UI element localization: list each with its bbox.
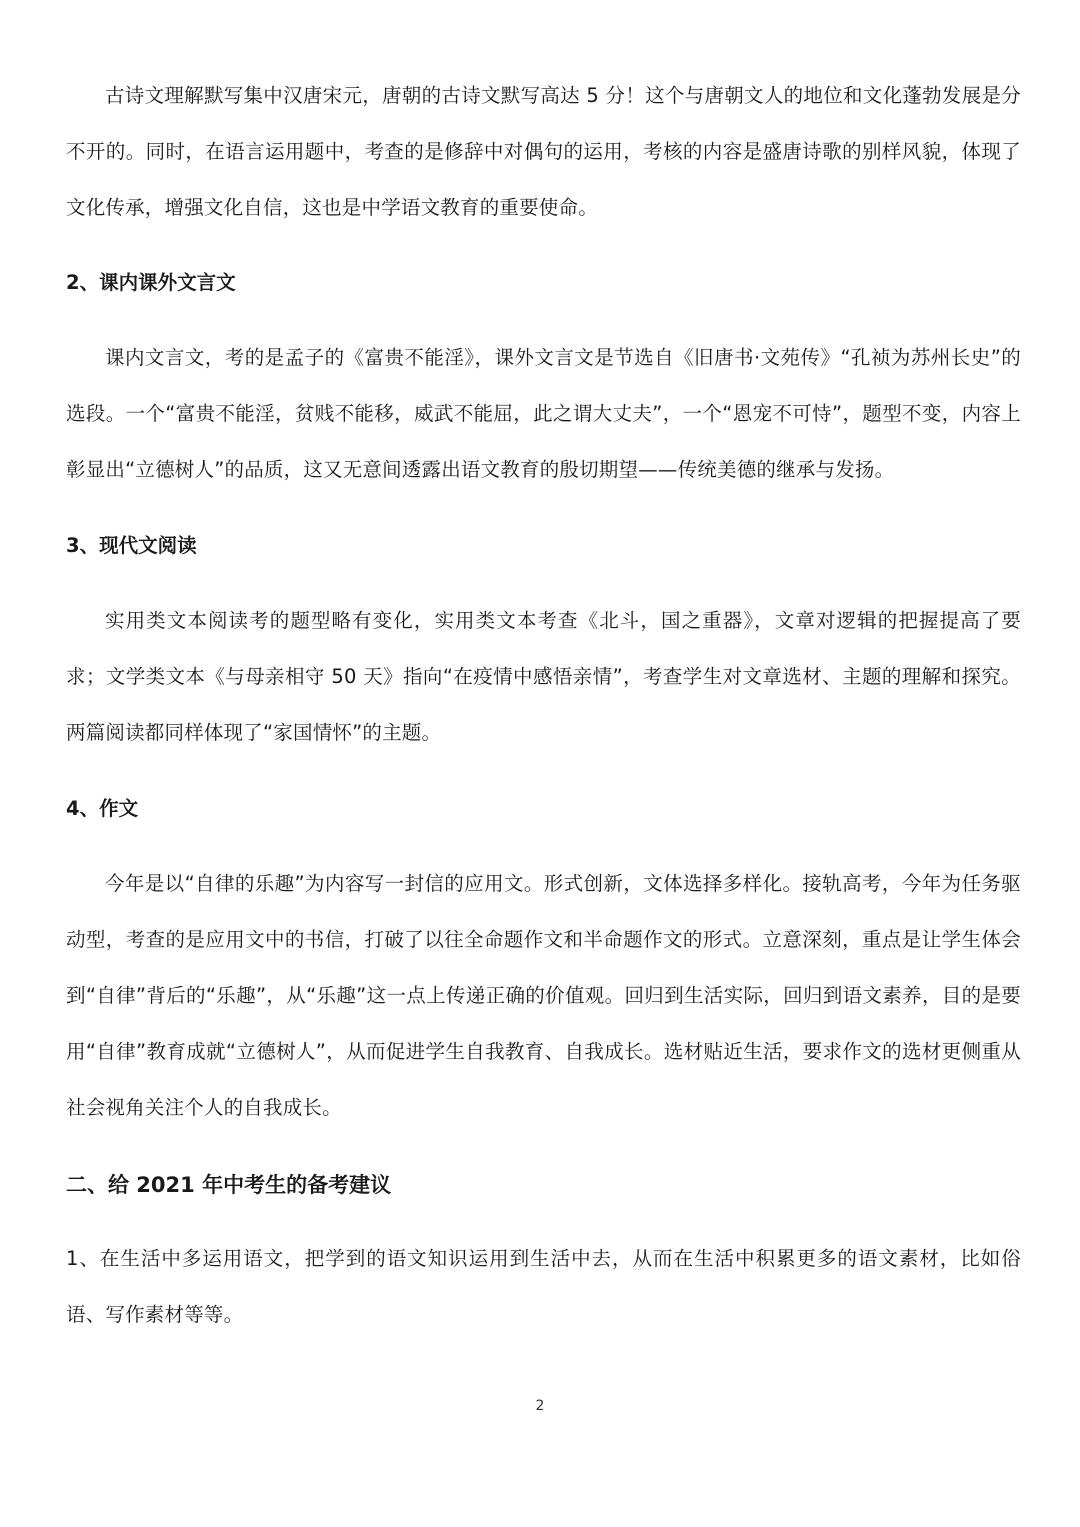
paragraph-ancient-poetry: 古诗文理解默写集中汉唐宋元，唐朝的古诗文默写高达 5 分！这个与唐朝文人的地位和文化蓬勃发展是分不开的。同时，在语言运用题中，考查的是修辞中对偶句的运用，考核的内容是盛唐诗歌的别样风貌，体现了文化传承，增强文化自信，这也是中学语文教育的重要使命。	[66, 84, 1021, 219]
paragraph-composition: 今年是以“自律的乐趣”为内容写一封信的应用文。形式创新，文体选择多样化。接轨高考，今年为任务驱动型，考查的是应用文中的书信，打破了以往全命题作文和半命题作文的形式。立意深刻，重点是让学生体会到“自律”背后的“乐趣”，从“乐趣”这一点上传递正确的价值观。回归到生活实际，回归到语文素养，目的是要用“自律”教育成就“立德树人”，从而促进学生自我教育、自我成长。选材贴近生活，要求作文的选材更侧重从社会视角关注个人的自我成长。	[66, 872, 1021, 1119]
heading-classical-chinese: 2、课内课外文言文	[66, 271, 236, 294]
heading-composition: 4、作文	[66, 797, 139, 820]
paragraph-modern-reading: 实用类文本阅读考的题型略有变化，实用类文本考查《北斗，国之重器》，文章对逻辑的把握提高了要求；文学类文本《与母亲相守 50 天》指向“在疫情中感悟亲情”，考查学生对文章选材、主题的理解和探究。两篇阅读都同样体现了“家国情怀”的主题。	[66, 609, 1021, 744]
paragraph-classical-chinese: 课内文言文，考的是孟子的《富贵不能淫》，课外文言文是节选自《旧唐书·文苑传》“孔祯为苏州长史”的选段。一个“富贵不能淫，贫贱不能移，威武不能屈，此之谓大丈夫”，一个“恩宠不可恃”，题型不变，内容上彰显出“立德树人”的品质，这又无意间透露出语文教育的殷切期望——传统美德的继承与发扬。	[66, 346, 1021, 481]
heading-exam-advice: 二、给 2021 年中考生的备考建议	[66, 1173, 392, 1197]
paragraph-advice-1: 1、在生活中多运用语文，把学到的语文知识运用到生活中去，从而在生活中积累更多的语文素材，比如俗语、写作素材等等。	[66, 1247, 1021, 1326]
page-number: 2	[535, 1398, 545, 1414]
heading-modern-reading: 3、现代文阅读	[66, 534, 197, 557]
